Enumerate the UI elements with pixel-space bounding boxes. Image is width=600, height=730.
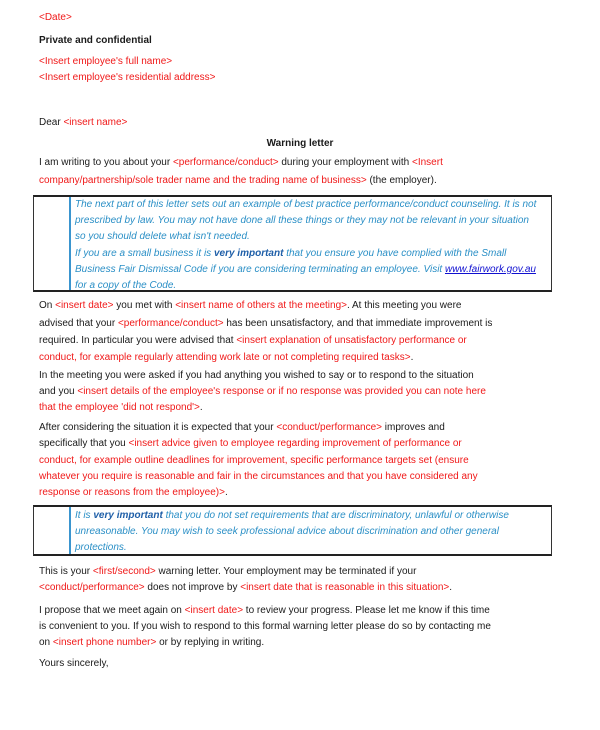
letter-text: and you bbox=[39, 386, 78, 397]
letter-text: for a copy of the Code. bbox=[75, 280, 177, 291]
placeholder-field: <insert phone number> bbox=[52, 637, 157, 648]
letter-text: This is your bbox=[39, 566, 93, 577]
placeholder-field: <insert details of the employee's response or if no response was provided you can note here bbox=[77, 386, 486, 397]
letter-line bbox=[39, 454, 469, 467]
letter-text: during your employment with bbox=[278, 157, 412, 168]
letter-text: . bbox=[449, 582, 453, 593]
letter-line bbox=[39, 657, 108, 670]
letter-text: I am writing to you about your bbox=[39, 157, 173, 168]
placeholder-field: response or reasons from the employee)> bbox=[39, 487, 225, 498]
letter-line bbox=[39, 55, 172, 68]
letter-line bbox=[39, 369, 474, 382]
letter-text: Dear bbox=[39, 117, 64, 128]
placeholder-field: <insert date> bbox=[184, 605, 244, 616]
letter-text: or by replying in writing. bbox=[156, 637, 265, 648]
letter-text: On bbox=[39, 300, 56, 311]
placeholder-field: whatever you require is reasonable and fair in the circumstances and that you have considered any bbox=[39, 471, 478, 482]
placeholder-field: <first/second> bbox=[92, 566, 156, 577]
letter-line bbox=[39, 116, 127, 129]
letter-text: protections. bbox=[75, 542, 127, 553]
placeholder-field: <performance/conduct> bbox=[172, 157, 279, 168]
letter-text: very important bbox=[213, 248, 284, 259]
letter-text: required. In particular you were advised that bbox=[39, 335, 237, 346]
letter-text: unreasonable. You may wish to seek professional advice about discrimination and other general bbox=[75, 526, 499, 537]
letter-text: . bbox=[199, 402, 203, 413]
letter-line bbox=[39, 34, 152, 47]
letter-text: Warning letter bbox=[266, 138, 334, 149]
letter-line bbox=[75, 263, 536, 276]
letter-text: prescribed by law. You may not have done all these things or they may not be relevant in your situation bbox=[75, 215, 529, 226]
letter-line bbox=[39, 385, 486, 398]
letter-text: . bbox=[224, 487, 228, 498]
letter-line bbox=[39, 486, 228, 499]
letter-text: specifically that you bbox=[39, 438, 129, 449]
letter-line bbox=[75, 279, 176, 292]
placeholder-field: <insert explanation of unsatisfactory performance or bbox=[236, 335, 467, 346]
placeholder-field: <performance/conduct> bbox=[117, 318, 224, 329]
placeholder-field: <conduct/performance> bbox=[39, 582, 145, 593]
letter-text: that you do not set requirements that are discriminatory, unlawful or otherwise bbox=[162, 510, 509, 521]
letter-text: After considering the situation it is expected that your bbox=[39, 422, 277, 433]
letter-text: In the meeting you were asked if you had anything you wished to say or to respond to the situation bbox=[39, 370, 474, 381]
letter-line bbox=[39, 565, 416, 578]
letter-line bbox=[75, 509, 509, 522]
letter-line bbox=[39, 401, 203, 414]
letter-line bbox=[75, 525, 499, 538]
placeholder-field: <insert date that is reasonable in this situation> bbox=[240, 582, 450, 593]
letter-text: has been unsatisfactory, and that immediate improvement is bbox=[223, 318, 493, 329]
fairwork-link[interactable]: www.fairwork.gov.au bbox=[444, 264, 536, 275]
letter-line bbox=[39, 636, 264, 649]
letter-line bbox=[39, 156, 443, 169]
placeholder-field: <Insert employee's full name> bbox=[39, 56, 173, 67]
letter-text: you met with bbox=[113, 300, 176, 311]
placeholder-field: company/partnership/sole trader name and the trading name of business> bbox=[39, 175, 367, 186]
placeholder-field: <insert date> bbox=[55, 300, 114, 311]
letter-text: I propose that we meet again on bbox=[39, 605, 185, 616]
letter-text: on bbox=[39, 637, 53, 648]
letter-text: that you ensure you have complied with the Small bbox=[283, 248, 507, 259]
letter-line bbox=[75, 541, 127, 554]
letter-line bbox=[39, 317, 492, 330]
letter-text: It is bbox=[75, 510, 94, 521]
letter-line bbox=[39, 334, 467, 347]
letter-text: improves and bbox=[381, 422, 445, 433]
letter-text: . bbox=[410, 352, 414, 363]
note-accent-bar bbox=[69, 507, 71, 554]
placeholder-field: <insert name> bbox=[63, 117, 128, 128]
letter-text: Yours sincerely, bbox=[39, 658, 109, 669]
placeholder-field: conduct, for example outline deadlines for improvement, specific performance targets set (ensure bbox=[39, 455, 469, 466]
letter-line bbox=[39, 351, 413, 364]
letter-text: . At this meeting you were bbox=[346, 300, 462, 311]
letter-text: Business Fair Dismissal Code if you are considering terminating an employee. Visit bbox=[75, 264, 445, 275]
note-accent-bar bbox=[69, 197, 71, 290]
placeholder-field: conduct, for example regularly attending work late or not completing required tasks> bbox=[39, 352, 411, 363]
letter-text: Private and confidential bbox=[39, 35, 152, 46]
placeholder-field: <insert name of others at the meeting> bbox=[175, 300, 347, 311]
letter-text: very important bbox=[93, 510, 163, 521]
letter-line bbox=[39, 299, 462, 312]
letter-line bbox=[75, 214, 529, 227]
placeholder-field: that the employee 'did not respond'> bbox=[39, 402, 200, 413]
letter-text: The next part of this letter sets out an example of best practice performance/conduct counseling. It is not bbox=[75, 199, 537, 210]
letter-line bbox=[75, 230, 250, 243]
letter-line bbox=[39, 620, 491, 633]
letter-line bbox=[39, 421, 445, 434]
letter-line bbox=[39, 174, 437, 187]
placeholder-field: <Date> bbox=[39, 12, 72, 23]
letter-line bbox=[39, 71, 215, 84]
letter-line bbox=[39, 581, 452, 594]
letter-line bbox=[75, 247, 506, 260]
letter-line bbox=[39, 11, 72, 24]
placeholder-field: <Insert bbox=[412, 157, 443, 168]
letter-line bbox=[0, 137, 600, 150]
letter-line bbox=[39, 470, 478, 483]
placeholder-field: <Insert employee's residential address> bbox=[39, 72, 216, 83]
letter-text: (the employer). bbox=[366, 175, 437, 186]
letter-text: to review your progress. Please let me know if this time bbox=[243, 605, 490, 616]
letter-text: If you are a small business it is bbox=[75, 248, 214, 259]
letter-line bbox=[39, 437, 462, 450]
letter-text: does not improve by bbox=[144, 582, 241, 593]
letter-text: is convenient to you. If you wish to respond to this formal warning letter please do so by contacting me bbox=[39, 621, 491, 632]
letter-line bbox=[39, 604, 490, 617]
letter-text: warning letter. Your employment may be terminated if your bbox=[155, 566, 417, 577]
letter-text: so you should delete what isn't needed. bbox=[75, 231, 250, 242]
placeholder-field: <conduct/performance> bbox=[276, 422, 382, 433]
placeholder-field: <insert advice given to employee regarding improvement of performance or bbox=[128, 438, 462, 449]
letter-line bbox=[75, 198, 536, 211]
letter-text: advised that your bbox=[39, 318, 118, 329]
